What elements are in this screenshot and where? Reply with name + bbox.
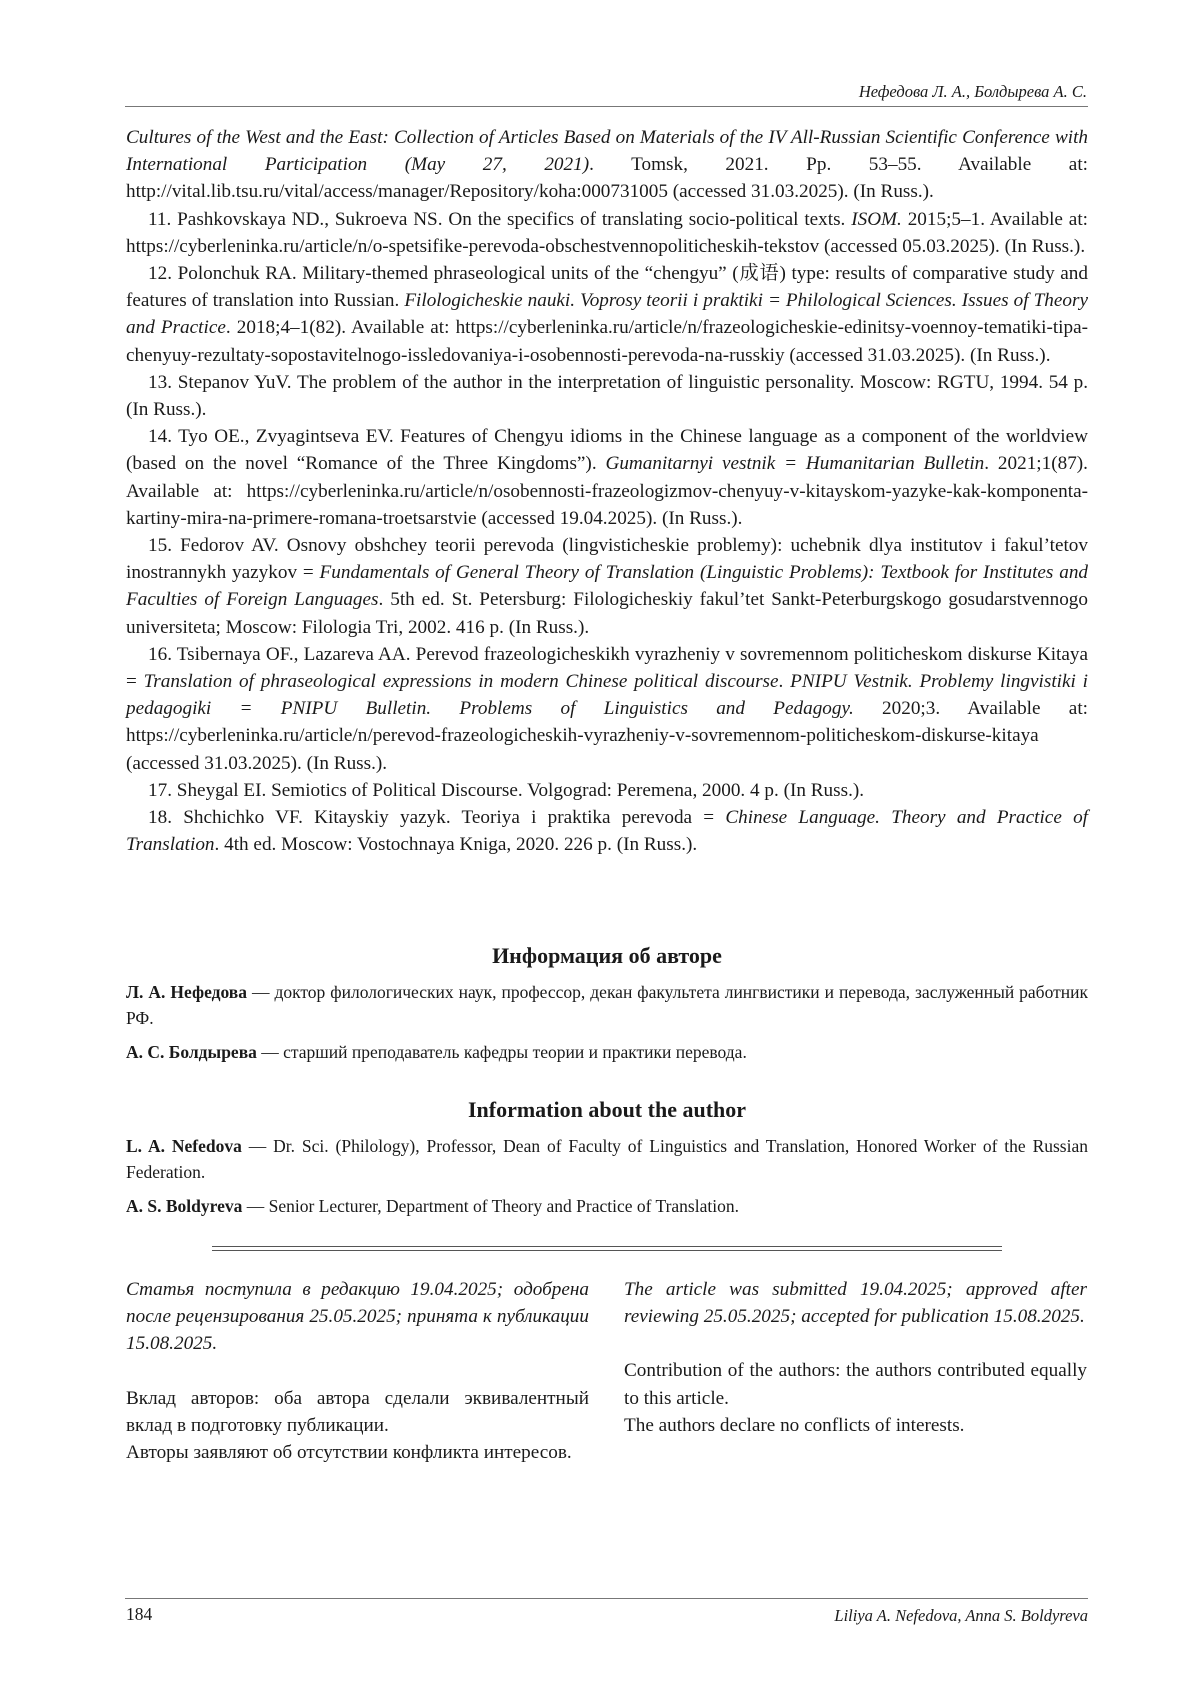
- ref-source-title: Cultures of the West and the East: Collection of Articles Based on Materials of the IV All-Russian Scientific Conference with International Participation (May 27, 2021): [126, 127, 1088, 176]
- ref-text: . 4th ed. Moscow: Vostochnaya Kniga, 2020. 226 p. (In Russ.).: [214, 834, 698, 856]
- ref-text: 12. Polonchuk RA. Military-themed phraseological units of the “chengyu” (成语) type: results of comparative study and features of translation into Russian.: [126, 263, 1088, 312]
- ref-text: 2020;3. Available at: https://cyberleninka.ru/article/n/perevod-frazeologicheskih-vyrazheniy-v-sovremennom-politicheskom-diskurse-kitaya (accessed 31.03.2025). (In Russ.).: [126, 698, 1088, 774]
- submission-dates-en: [624, 1276, 1087, 1330]
- dates-text: Статья поступила в редакцию 19.04.2025; одобрена после рецензирования 25.05.2025; принята к публикации 15.08.2025.: [126, 1279, 589, 1355]
- footer-authors: Liliya A. Nefedova, Anna S. Boldyreva: [834, 1606, 1088, 1625]
- ref-source-title: Filologicheskie nauki. Voprosy teorii i praktiki = Philological Sciences. Issues of Theory and Practice: [126, 290, 1088, 339]
- ref-text: 13. Stepanov YuV. The problem of the author in the interpretation of linguistic personality. Moscow: RGTU, 1994. 54 p. (In Russ.).: [126, 371, 1088, 421]
- ref-text: . Tomsk, 2021. Pp. 53–55. Available at: http://vital.lib.tsu.ru/vital/access/manager/Repository/koha:000731005 (accessed 31.03.2025). (In Russ.).: [126, 154, 1088, 203]
- author-info-ru-1: [126, 980, 1088, 1031]
- running-head: Нефедова Л. А., Болдырева А. С.: [858, 82, 1087, 101]
- ref-text: 2015;5–1. Available at: https://cyberleninka.ru/article/n/o-spetsifike-perevoda-obschestvennopoliticheskih-tekstov (accessed 05.03.2025). (In Russ.).: [126, 208, 1088, 257]
- ref-text: .: [778, 671, 791, 693]
- page-number: 184: [126, 1604, 153, 1624]
- ref-source-title: Gumanitarnyi vestnik = Humanitarian Bulletin: [605, 453, 985, 475]
- reference-16: [126, 641, 1088, 777]
- ref-text: . 5th ed. St. Petersburg: Filologicheskiy fakul’tet Sankt-Peterburgskogo gosudarstvennogo universiteta; Moscow: Filologia Tri, 2002. 416 p. (In Russ.).: [126, 589, 1088, 638]
- double-separator: [212, 1246, 1002, 1251]
- author-description: — Senior Lecturer, Department of Theory and Practice of Translation.: [242, 1196, 739, 1216]
- ref-source-title: Chinese Language. Theory and Practice of Translation: [126, 807, 1088, 856]
- reference-15: [126, 532, 1088, 641]
- ref-text: . 2021;1(87). Available at: https://cyberleninka.ru/article/n/osobennosti-frazeologizmov-chenyuy-v-kitayskom-yazyke-kak-komponenta-kartiny-mira-na-primere-romana-troetsarstvie (accessed 19.04.2025). (In Russ.).: [126, 453, 1088, 529]
- author-description: — доктор филологических наук, профессор, декан факультета лингвистики и перевода, заслуженный работник РФ.: [126, 982, 1088, 1028]
- author-description: — старший преподаватель кафедры теории и практики перевода.: [256, 1042, 747, 1062]
- ref-text: 14. Tyo OE., Zvyagintseva EV. Features of Chengyu idioms in the Chinese language as a component of the worldview (based on the novel “Romance of the Three Kingdoms”).: [126, 426, 1088, 475]
- reference-18: [126, 804, 1088, 858]
- contribution-ru: Вклад авторов: оба автора сделали эквивалентный вклад в подготовку публикации.: [126, 1387, 589, 1436]
- reference-13: [126, 369, 1088, 423]
- ref-source-title: Translation of phraseological expressions in modern Chinese political discourse: [143, 671, 779, 693]
- author-info-en-2: [126, 1194, 1088, 1220]
- conflicts-ru: Авторы заявляют об отсутствии конфликта интересов.: [126, 1442, 572, 1464]
- author-info-ru-2: [126, 1040, 1088, 1066]
- reference-list: [126, 124, 1088, 858]
- author-name: А. С. Болдырева: [126, 1042, 257, 1062]
- ref-journal-title: PNIPU Vestnik. Problemy lingvistiki i pedagogiki = PNIPU Bulletin. Problems of Linguistics and Pedagogy.: [126, 671, 1088, 720]
- author-info-heading-en: Information about the author: [467, 1097, 747, 1122]
- author-description: — Dr. Sci. (Philology), Professor, Dean of Faculty of Linguistics and Translation, Honored Worker of the Russian Federation.: [126, 1136, 1088, 1182]
- author-info-heading-ru: Информация об авторе: [492, 943, 722, 968]
- dates-text: The article was submitted 19.04.2025; approved after reviewing 25.05.2025; accepted for publication 15.08.2025.: [624, 1279, 1087, 1328]
- reference-10-continued: [126, 124, 1088, 206]
- ref-source-title: Fundamentals of General Theory of Translation (Linguistic Problems): Textbook for Institutes and Faculties of Foreign Languages: [126, 562, 1089, 611]
- contribution-en: Contribution of the authors: the authors contributed equally to this article.: [624, 1360, 1087, 1409]
- author-info-en-1: [126, 1134, 1088, 1185]
- article-meta-ru: [126, 1276, 589, 1466]
- ref-text: 11. Pashkovskaya ND., Sukroeva NS. On the specifics of translating socio-political texts.: [148, 208, 852, 230]
- header-rule: [125, 106, 1088, 107]
- ref-text: 18. Shchichko VF. Kitayskiy yazyk. Teoriya i praktika perevoda =: [148, 807, 726, 829]
- reference-14: [126, 423, 1088, 532]
- ref-text: 17. Sheygal EI. Semiotics of Political Discourse. Volgograd: Peremena, 2000. 4 p. (In Russ.).: [148, 779, 865, 801]
- conflicts-en: The authors declare no conflicts of interests.: [624, 1414, 965, 1436]
- submission-dates-ru: [126, 1276, 589, 1358]
- reference-17: [126, 777, 1088, 804]
- ref-source-title: ISOM.: [851, 208, 902, 230]
- author-name: L. A. Nefedova: [126, 1136, 242, 1156]
- ref-text: 15. Fedorov AV. Osnovy obshchey teorii perevoda (lingvisticheskie problemy): uchebnik dlya institutov i fakul’tetov inostrannykh yazykov =: [126, 535, 1088, 584]
- reference-12: [126, 260, 1088, 369]
- reference-11: [126, 206, 1088, 260]
- article-meta-en: [624, 1276, 1087, 1439]
- author-name: Л. А. Нефедова: [126, 982, 247, 1002]
- author-name: A. S. Boldyreva: [126, 1196, 243, 1216]
- ref-text: 16. Tsibernaya OF., Lazareva AA. Perevod frazeologicheskikh vyrazheniy v sovremennom politicheskom diskurse Kitaya =: [126, 643, 1088, 693]
- footer-rule: [125, 1598, 1088, 1599]
- ref-text: . 2018;4–1(82). Available at: https://cyberleninka.ru/article/n/frazeologicheskie-edinitsy-voennoy-tematiki-tipa-chenyuy-rezultaty-sopostavitelnogo-issledovaniya-i-osobennosti-perevoda-na-russkiy (accessed 31.03.2025). (In Russ.).: [126, 317, 1088, 366]
